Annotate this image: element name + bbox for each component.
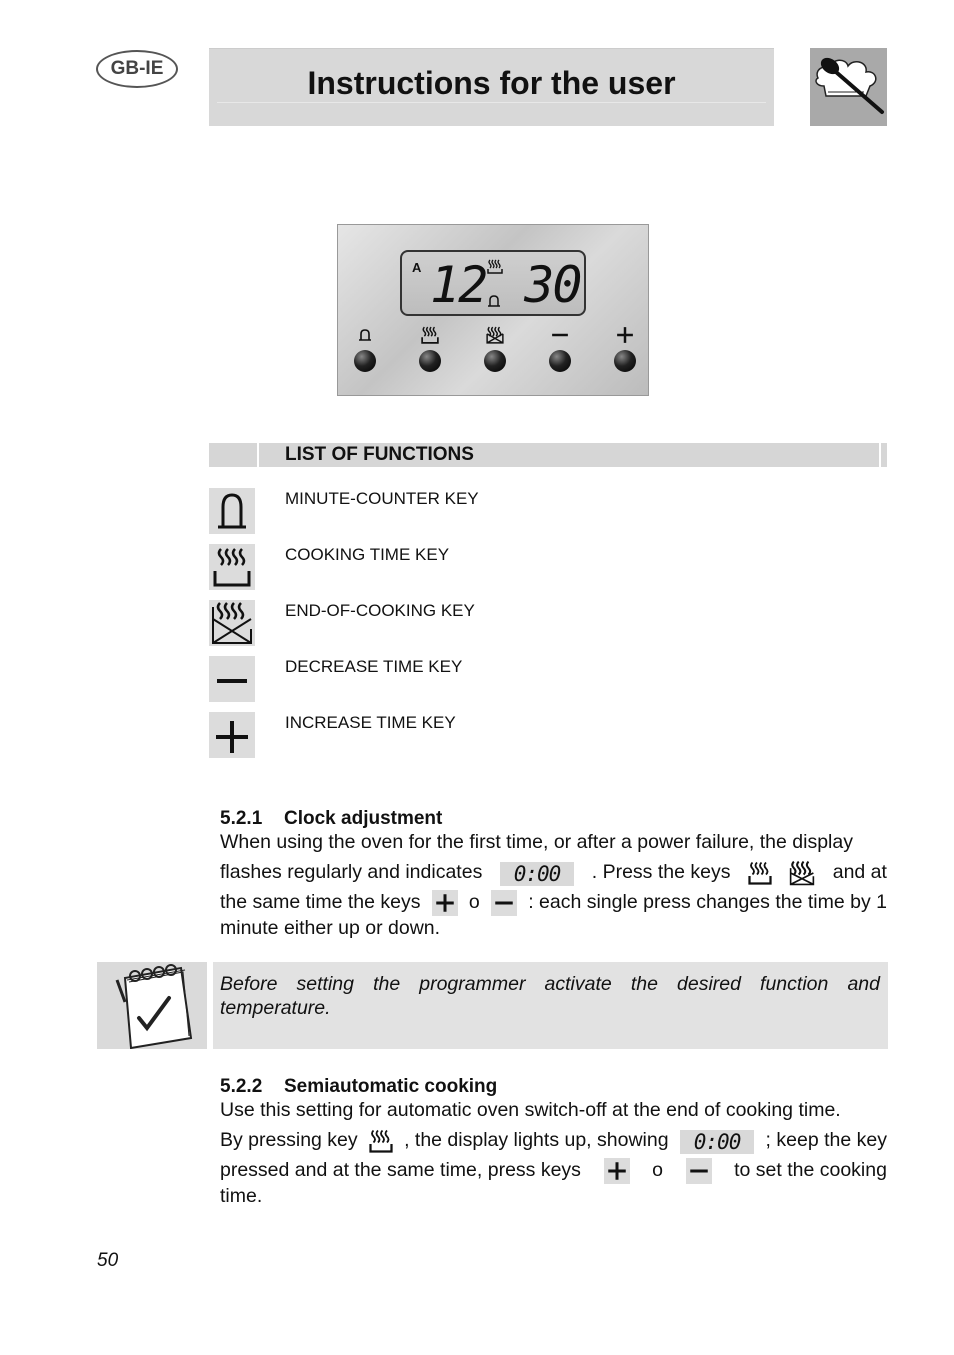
header-bar [209, 48, 774, 126]
function-label-cooking-time: COOKING TIME KEY [285, 545, 450, 564]
minus-icon [209, 656, 255, 702]
bell-icon [487, 294, 501, 313]
function-label-decrease: DECREASE TIME KEY [285, 657, 463, 676]
page-number: 50 [97, 1250, 119, 1271]
minus-icon [686, 1158, 712, 1184]
notepad-check-icon [97, 962, 207, 1049]
cooking-time-icon [415, 325, 445, 345]
oven-control-panel [337, 224, 649, 396]
chef-hat-spoon-icon [810, 48, 887, 126]
end-of-cooking-knob[interactable] [480, 325, 510, 372]
plus-icon [209, 712, 255, 758]
cooking-time-icon [369, 1128, 393, 1154]
cooking-time-knob[interactable] [415, 325, 445, 372]
lcd-display [400, 250, 586, 316]
section-body-semiautomatic: Use this setting for automatic oven switch-off at the end of cooking time. By pressing key , the display lights up, showing 0:00 ; keep the key pressed and at the same time, press keys o to set the cooking time. [220, 1099, 887, 1207]
plus-icon [432, 890, 458, 916]
function-label-increase: INCREASE TIME KEY [285, 713, 456, 732]
display-readout: 0:00 [500, 862, 575, 886]
minute-counter-knob[interactable] [350, 325, 380, 372]
page-title: Instructions for the user [307, 65, 676, 101]
plus-icon [604, 1158, 630, 1184]
knob-row [350, 325, 640, 385]
bell-icon [350, 325, 380, 345]
list-of-functions-title: LIST OF FUNCTIONS [285, 444, 474, 465]
cooking-time-icon [487, 258, 503, 279]
section-heading-clock: 5.2.1 Clock adjustment [220, 808, 443, 829]
end-of-cooking-icon [789, 860, 815, 886]
plus-icon [610, 325, 640, 345]
minus-icon [491, 890, 517, 916]
lcd-minutes: 30 [524, 256, 581, 314]
minus-icon [545, 325, 575, 345]
function-label-minute-counter: MINUTE-COUNTER KEY [285, 489, 479, 508]
decrease-knob[interactable] [545, 325, 575, 372]
lcd-time [430, 256, 580, 314]
lcd-auto-indicator: A [412, 260, 422, 275]
note-text: Before setting the programmer activate the desired function and temperature. [220, 973, 880, 1019]
cooking-time-icon [209, 544, 255, 590]
section-body-clock: When using the oven for the first time, or after a power failure, the display flashes regularly and indicates 0:00 . Press the keys and at the same time the keys o : each single press changes the time by 1 minute either up or down. [220, 831, 887, 939]
increase-knob[interactable] [610, 325, 640, 372]
cooking-time-icon [748, 860, 772, 886]
bell-icon [209, 488, 255, 534]
end-of-cooking-icon [480, 325, 510, 345]
lcd-hours: 12 [430, 256, 487, 314]
end-of-cooking-icon [209, 600, 255, 646]
section-heading-semiautomatic: 5.2.2 Semiautomatic cooking [220, 1076, 498, 1097]
function-label-end-of-cooking: END-OF-COOKING KEY [285, 601, 475, 620]
language-badge: GB-IE [96, 50, 178, 88]
display-readout: 0:00 [680, 1130, 755, 1154]
